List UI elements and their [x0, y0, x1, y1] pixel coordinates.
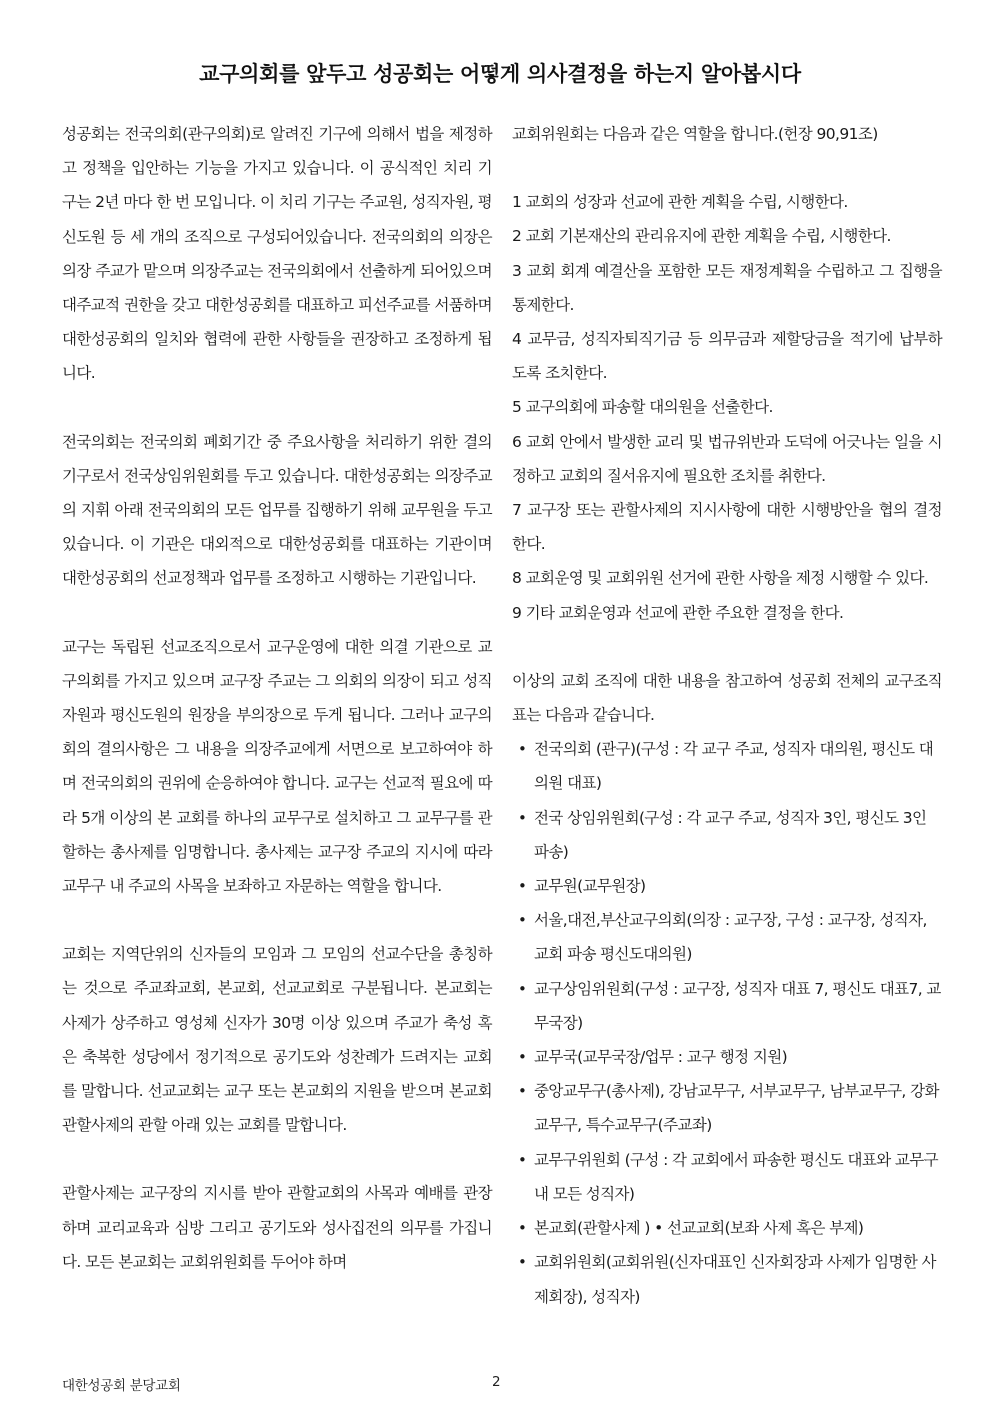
bullet-icon: • — [518, 1048, 527, 1067]
left-column — [62, 117, 492, 1279]
page-number: 2 — [492, 1374, 501, 1390]
org-chart-item: • 교구상임위원회(구성 : 교구장, 성직자 대표 7, 평신도 대표7, 교무국장) — [512, 972, 942, 1040]
list-item: 8 교회운영 및 교회위원 선거에 관한 사항을 제정 시행할 수 있다. — [512, 569, 929, 588]
list-item: 5 교구의회에 파송할 대의원을 선출한다. — [512, 398, 773, 417]
paragraph-standing-committee: 전국의회는 전국의회 폐회기간 중 주요사항을 처리하기 위한 결의기구로서 전국상임위원회를 두고 있습니다. 대한성공회는 의장주교의 지휘 아래 전국의회의 모든 업무를 집행하기 위해 교무원을 두고 있습니다. 이 기관은 대외적으로 대한성공회를 대표하는 기관이며 대한성공회의 선교정책과 업무를 조정하고 시행하는 기관입니다. — [62, 432, 492, 588]
org-chart-item: • 본교회(관할사제 ) • 선교교회(보좌 사제 혹은 부제) — [512, 1211, 942, 1245]
paragraph-national-council: 성공회는 전국의회(관구의회)로 알려진 기구에 의해서 법을 제정하고 정책을 입안하는 기능을 가지고 있습니다. 이 공식적인 치리 기구는 2년 마다 한 번 모입니다. 이 치리 기구는 주교원, 성직자원, 평신도원 등 세 개의 조직으로 구성되어있습니다. 전국의회의 의장은 의장 주교가 맡으며 의장주교는 전국의회에서 선출하게 되어있으며 대주교적 권한을 갖고 대한성공회를 대표하고 피선주교를 서품하며 대한성공회의 일치와 협력에 관한 사항들을 권장하고 조정하게 됩니다. — [62, 125, 492, 383]
paragraph-church: 교회는 지역단위의 신자들의 모임과 그 모임의 선교수단을 총칭하는 것으로 주교좌교회, 본교회, 선교교회로 구분됩니다. 본교회는 사제가 상주하고 영성체 신자가 30명 이상 있으며 주교가 축성 혹은 축복한 성당에서 정기적으로 공기도와 성찬례가 드려지는 교회를 말합니다. 선교교회는 교구 또는 본교회의 지원을 받으며 본교회 관할사제의 관할 아래 있는 교회를 말합니다. — [62, 945, 492, 1135]
org-chart-item: • 교무원(교무원장) — [512, 869, 942, 903]
bullet-icon: • — [518, 911, 527, 930]
bullet-icon: • — [518, 740, 527, 759]
bullet-icon: • — [518, 808, 527, 827]
org-chart-list — [512, 732, 942, 1313]
bullet-icon: • — [518, 1150, 527, 1169]
bullet-icon: • — [518, 1082, 527, 1101]
bullet-icon: • — [518, 1219, 527, 1238]
committee-intro: 교회위원회는 다음과 같은 역할을 합니다.(헌장 90,91조) — [512, 125, 878, 143]
org-chart-item: • 전국의회 (관구)(구성 : 각 교구 주교, 성직자 대의원, 평신도 대의원 대표) — [512, 732, 942, 800]
org-chart-item: • 전국 상임위원회(구성 : 각 교구 주교, 성직자 3인, 평신도 3인 파송) — [512, 801, 942, 869]
paragraph-diocese: 교구는 독립된 선교조직으로서 교구운영에 대한 의결 기관으로 교구의회를 가지고 있으며 교구장 주교는 그 의회의 의장이 되고 성직자원과 평신도원의 원장을 부의장으로 두게 됩니다. 그러나 교구의회의 결의사항은 그 내용을 의장주교에게 서면으로 보고하여야 하며 전국의회의 권위에 순응하여야 합니다. 교구는 선교적 필요에 따라 5개 이상의 본 교회를 하나의 교무구로 설치하고 그 교무구를 관할하는 총사제를 임명합니다. 총사제는 교구장 주교의 지시에 따라 교무구 내 주교의 사목을 보좌하고 자문하는 역할을 합니다. — [62, 637, 492, 896]
org-chart-item: • 중앙교무구(총사제), 강남교무구, 서부교무구, 남부교무구, 강화교무구, 특수교무구(주교좌) — [512, 1074, 942, 1142]
right-column — [512, 117, 942, 1314]
bullet-icon: • — [518, 979, 527, 998]
bullet-icon: • — [518, 1253, 527, 1272]
list-item: 6 교회 안에서 발생한 교리 및 법규위반과 도덕에 어긋나는 일을 시정하고 교회의 질서유지에 필요한 조치를 취한다. — [512, 432, 942, 485]
org-chart-summary: 이상의 교회 조직에 대한 내용을 참고하여 성공회 전체의 교구조직표는 다음과 같습니다. — [512, 671, 942, 725]
org-chart-item: • 교무구위원회 (구성 : 각 교회에서 파송한 평신도 대표와 교무구 내 모든 성직자) — [512, 1143, 942, 1211]
org-chart-item: • 교무국(교무국장/업무 : 교구 행정 지원) — [512, 1040, 942, 1074]
page-title: 교구의회를 앞두고 성공회는 어떻게 의사결정을 하는지 알아봅시다 — [199, 62, 801, 86]
list-item: 3 교회 회계 예결산을 포함한 모든 재정계획을 수립하고 그 집행을 통제한다. — [512, 261, 942, 314]
list-item: 4 교무금, 성직자퇴직기금 등 의무금과 제할당금을 적기에 납부하도록 조치한다. — [512, 330, 942, 383]
paragraph-priest-in-charge: 관할사제는 교구장의 지시를 받아 관할교회의 사목과 예배를 관장하며 교리교육과 심방 그리고 공기도와 성사집전의 의무를 가집니다. 모든 본교회는 교회위원회를 두어야 하며 — [62, 1184, 492, 1271]
footer-church-name: 대한성공회 분당교회 — [62, 1378, 181, 1394]
list-item: 9 기타 교회운영과 선교에 관한 주요한 결정을 한다. — [512, 603, 844, 622]
org-chart-item: • 서울,대전,부산교구의회(의장 : 교구장, 구성 : 교구장, 성직자, 교회 파송 평신도대의원) — [512, 903, 942, 971]
bullet-icon: • — [518, 877, 527, 896]
org-chart-item: • 교회위원회(교회위원(신자대표인 신자회장과 사제가 임명한 사제회장), 성직자) — [512, 1245, 942, 1313]
list-item: 2 교회 기본재산의 관리유지에 관한 계획을 수립, 시행한다. — [512, 227, 891, 246]
list-item: 1 교회의 성장과 선교에 관한 계획을 수립, 시행한다. — [512, 193, 848, 212]
list-item: 7 교구장 또는 관할사제의 지시사항에 대한 시행방안을 협의 결정한다. — [512, 501, 942, 554]
